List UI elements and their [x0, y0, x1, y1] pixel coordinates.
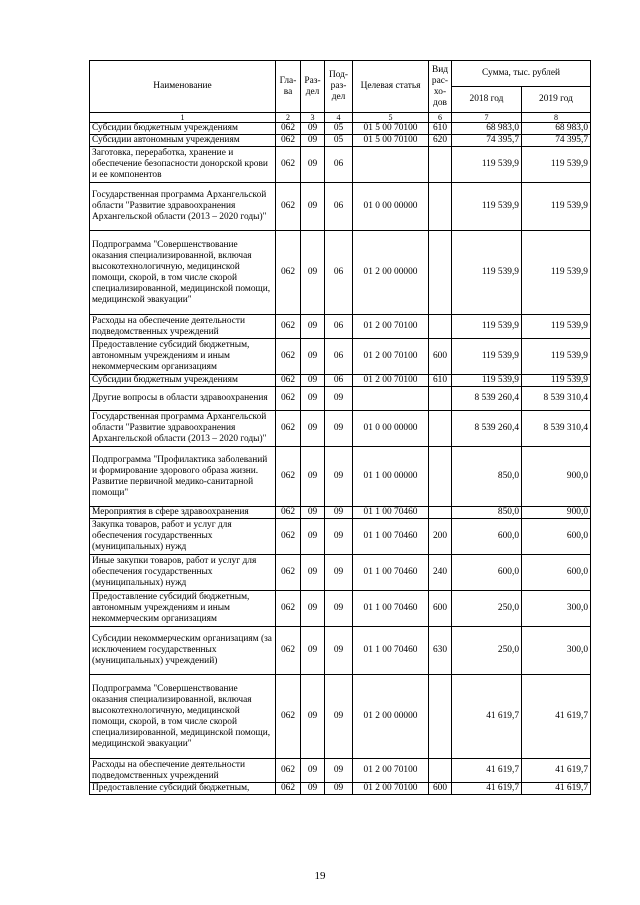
cell-razdel: 09	[301, 411, 325, 447]
cell-target: 01 1 00 70460	[353, 627, 429, 675]
column-numbers-row	[90, 113, 591, 123]
cell-podrazdel: 09	[325, 411, 353, 447]
cell-podrazdel: 09	[325, 519, 353, 555]
cell-vid: 630	[429, 627, 452, 675]
cell-target: 01 1 00 70460	[353, 555, 429, 591]
cell-vid	[429, 447, 452, 507]
cell-2018: 119 539,9	[452, 183, 522, 231]
table-row	[90, 411, 591, 447]
table-row	[90, 555, 591, 591]
table-row	[90, 519, 591, 555]
cell-razdel: 09	[301, 375, 325, 387]
cell-name: Субсидии бюджетным учреждениям	[90, 375, 276, 387]
cell-name: Подпрограмма "Совершенствование оказания специализированной, включая высокотехнологичную, медицинской помощи, скорой, в том числе скорой специализированной, медицинской помощи, медицинской эвакуации"	[90, 231, 276, 315]
cell-2019: 119 539,9	[522, 183, 591, 231]
cell-2018: 850,0	[452, 447, 522, 507]
cell-razdel: 09	[301, 507, 325, 519]
cell-vid	[429, 315, 452, 339]
table-row	[90, 507, 591, 519]
column-number: 1	[90, 113, 276, 123]
cell-2018: 74 395,7	[452, 135, 522, 147]
table-row	[90, 339, 591, 375]
cell-glava: 062	[276, 591, 301, 627]
table-body	[90, 123, 591, 795]
cell-name: Субсидии автономным учреждениям	[90, 135, 276, 147]
cell-2018: 119 539,9	[452, 315, 522, 339]
cell-glava: 062	[276, 555, 301, 591]
cell-2019: 119 539,9	[522, 231, 591, 315]
cell-name: Подпрограмма "Профилактика заболеваний и формирование здорового образа жизни. Развитие первичной медико-санитарной помощи"	[90, 447, 276, 507]
cell-glava: 062	[276, 339, 301, 375]
cell-razdel: 09	[301, 147, 325, 183]
cell-vid: 600	[429, 339, 452, 375]
cell-target: 01 1 00 70460	[353, 591, 429, 627]
cell-vid: 620	[429, 135, 452, 147]
table-row	[90, 315, 591, 339]
cell-target: 01 0 00 00000	[353, 183, 429, 231]
header-podrazdel: Под-раз-дел	[325, 61, 353, 113]
cell-glava: 062	[276, 123, 301, 135]
table-row	[90, 591, 591, 627]
cell-target: 01 2 00 70100	[353, 315, 429, 339]
cell-target: 01 2 00 00000	[353, 231, 429, 315]
cell-2019: 119 539,9	[522, 147, 591, 183]
cell-target: 01 5 00 70100	[353, 123, 429, 135]
cell-vid	[429, 183, 452, 231]
cell-razdel: 09	[301, 231, 325, 315]
table-row	[90, 627, 591, 675]
cell-podrazdel: 06	[325, 147, 353, 183]
cell-podrazdel: 09	[325, 783, 353, 795]
cell-podrazdel: 09	[325, 675, 353, 759]
cell-target: 01 2 00 70100	[353, 783, 429, 795]
cell-vid: 240	[429, 555, 452, 591]
cell-2018: 8 539 260,4	[452, 411, 522, 447]
cell-2019: 8 539 310,4	[522, 387, 591, 411]
table-row	[90, 183, 591, 231]
cell-glava: 062	[276, 507, 301, 519]
cell-2018: 119 539,9	[452, 339, 522, 375]
cell-vid	[429, 675, 452, 759]
header-sum: Сумма, тыс. рублей	[452, 61, 591, 87]
cell-podrazdel: 05	[325, 123, 353, 135]
cell-2019: 74 395,7	[522, 135, 591, 147]
cell-vid	[429, 231, 452, 315]
cell-podrazdel: 06	[325, 183, 353, 231]
cell-2019: 900,0	[522, 507, 591, 519]
cell-podrazdel: 09	[325, 555, 353, 591]
cell-vid: 600	[429, 783, 452, 795]
cell-2019: 600,0	[522, 555, 591, 591]
cell-podrazdel: 09	[325, 591, 353, 627]
cell-podrazdel: 09	[325, 447, 353, 507]
cell-glava: 062	[276, 675, 301, 759]
cell-glava: 062	[276, 375, 301, 387]
cell-2018: 600,0	[452, 555, 522, 591]
cell-2018: 41 619,7	[452, 759, 522, 783]
header-year-2019: 2019 год	[522, 87, 591, 113]
header-year-2018: 2018 год	[452, 87, 522, 113]
cell-razdel: 09	[301, 627, 325, 675]
cell-vid: 600	[429, 591, 452, 627]
cell-name: Заготовка, переработка, хранение и обеспечение безопасности донорской крови и ее компонентов	[90, 147, 276, 183]
cell-name: Государственная программа Архангельской области "Развитие здравоохранения Архангельской области (2013 – 2020 годы)"	[90, 183, 276, 231]
table-row	[90, 675, 591, 759]
cell-2019: 900,0	[522, 447, 591, 507]
cell-2019: 300,0	[522, 627, 591, 675]
cell-glava: 062	[276, 183, 301, 231]
cell-vid	[429, 507, 452, 519]
cell-2019: 300,0	[522, 591, 591, 627]
table-row	[90, 447, 591, 507]
cell-target: 01 0 00 00000	[353, 411, 429, 447]
cell-podrazdel: 09	[325, 507, 353, 519]
cell-target: 01 2 00 00000	[353, 675, 429, 759]
cell-2019: 600,0	[522, 519, 591, 555]
cell-podrazdel: 09	[325, 387, 353, 411]
column-number: 7	[452, 113, 522, 123]
cell-name: Субсидии некоммерческим организациям (за исключением государственных (муниципальных) учреждений)	[90, 627, 276, 675]
cell-2019: 119 539,9	[522, 375, 591, 387]
column-number: 6	[429, 113, 452, 123]
cell-target: 01 5 00 70100	[353, 135, 429, 147]
cell-2019: 41 619,7	[522, 759, 591, 783]
cell-name: Субсидии бюджетным учреждениям	[90, 123, 276, 135]
table-row	[90, 783, 591, 795]
cell-target: 01 2 00 70100	[353, 339, 429, 375]
cell-name: Предоставление субсидий бюджетным, автономным учреждениям и иным некоммерческим организациям	[90, 591, 276, 627]
cell-target	[353, 147, 429, 183]
cell-2018: 850,0	[452, 507, 522, 519]
cell-target: 01 1 00 00000	[353, 447, 429, 507]
cell-2019: 119 539,9	[522, 315, 591, 339]
column-number: 5	[353, 113, 429, 123]
table-row	[90, 231, 591, 315]
cell-razdel: 09	[301, 135, 325, 147]
cell-glava: 062	[276, 411, 301, 447]
header-razdel: Раз-дел	[301, 61, 325, 113]
cell-glava: 062	[276, 315, 301, 339]
cell-vid	[429, 147, 452, 183]
header-name: Наименование	[90, 61, 276, 113]
cell-podrazdel: 06	[325, 315, 353, 339]
cell-glava: 062	[276, 627, 301, 675]
cell-2018: 250,0	[452, 591, 522, 627]
cell-glava: 062	[276, 147, 301, 183]
cell-podrazdel: 06	[325, 231, 353, 315]
cell-name: Расходы на обеспечение деятельности подведомственных учреждений	[90, 759, 276, 783]
cell-vid: 610	[429, 375, 452, 387]
cell-2019: 8 539 310,4	[522, 411, 591, 447]
cell-razdel: 09	[301, 447, 325, 507]
column-number: 2	[276, 113, 301, 123]
cell-razdel: 09	[301, 783, 325, 795]
cell-podrazdel: 06	[325, 375, 353, 387]
column-number: 8	[522, 113, 591, 123]
cell-glava: 062	[276, 231, 301, 315]
header-target: Целевая статья	[353, 61, 429, 113]
budget-table	[89, 60, 591, 795]
cell-razdel: 09	[301, 675, 325, 759]
cell-vid: 200	[429, 519, 452, 555]
cell-glava: 062	[276, 447, 301, 507]
cell-2018: 41 619,7	[452, 675, 522, 759]
cell-2018: 68 983,0	[452, 123, 522, 135]
table-row	[90, 123, 591, 135]
cell-razdel: 09	[301, 519, 325, 555]
cell-vid	[429, 759, 452, 783]
cell-2018: 119 539,9	[452, 147, 522, 183]
cell-vid	[429, 387, 452, 411]
cell-razdel: 09	[301, 339, 325, 375]
header-vid: Вид рас-хо-дов	[429, 61, 452, 113]
cell-vid: 610	[429, 123, 452, 135]
cell-vid	[429, 411, 452, 447]
cell-2018: 41 619,7	[452, 783, 522, 795]
cell-target: 01 2 00 70100	[353, 759, 429, 783]
cell-razdel: 09	[301, 123, 325, 135]
column-number: 4	[325, 113, 353, 123]
table-row	[90, 135, 591, 147]
cell-2019: 119 539,9	[522, 339, 591, 375]
cell-glava: 062	[276, 135, 301, 147]
cell-target: 01 1 00 70460	[353, 507, 429, 519]
cell-razdel: 09	[301, 315, 325, 339]
table-row	[90, 759, 591, 783]
cell-podrazdel: 09	[325, 627, 353, 675]
cell-2018: 119 539,9	[452, 231, 522, 315]
cell-razdel: 09	[301, 387, 325, 411]
cell-2018: 8 539 260,4	[452, 387, 522, 411]
cell-name: Подпрограмма "Совершенствование оказания специализированной, включая высокотехнологичную, медицинской помощи, скорой, в том числе скорой специализированной, медицинской помощи, медицинской эвакуации"	[90, 675, 276, 759]
cell-name: Закупка товаров, работ и услуг для обеспечения государственных (муниципальных) нужд	[90, 519, 276, 555]
cell-razdel: 09	[301, 555, 325, 591]
cell-target: 01 2 00 70100	[353, 375, 429, 387]
cell-name: Государственная программа Архангельской области "Развитие здравоохранения Архангельской области (2013 – 2020 годы)"	[90, 411, 276, 447]
cell-2019: 68 983,0	[522, 123, 591, 135]
cell-podrazdel: 05	[325, 135, 353, 147]
header-glava: Гла-ва	[276, 61, 301, 113]
cell-name: Предоставление субсидий бюджетным,	[90, 783, 276, 795]
cell-name: Мероприятия в сфере здравоохранения	[90, 507, 276, 519]
cell-name: Другие вопросы в области здравоохранения	[90, 387, 276, 411]
cell-2018: 250,0	[452, 627, 522, 675]
table-row	[90, 147, 591, 183]
cell-target: 01 1 00 70460	[353, 519, 429, 555]
cell-glava: 062	[276, 783, 301, 795]
cell-glava: 062	[276, 759, 301, 783]
cell-2018: 119 539,9	[452, 375, 522, 387]
cell-glava: 062	[276, 387, 301, 411]
cell-name: Расходы на обеспечение деятельности подведомственных учреждений	[90, 315, 276, 339]
column-number: 3	[301, 113, 325, 123]
cell-podrazdel: 09	[325, 759, 353, 783]
cell-2019: 41 619,7	[522, 783, 591, 795]
table-row	[90, 375, 591, 387]
page-number: 19	[314, 870, 326, 882]
cell-razdel: 09	[301, 759, 325, 783]
cell-podrazdel: 06	[325, 339, 353, 375]
cell-razdel: 09	[301, 591, 325, 627]
cell-razdel: 09	[301, 183, 325, 231]
cell-target	[353, 387, 429, 411]
cell-2018: 600,0	[452, 519, 522, 555]
cell-name: Иные закупки товаров, работ и услуг для обеспечения государственных (муниципальных) нужд	[90, 555, 276, 591]
cell-name: Предоставление субсидий бюджетным, автономным учреждениям и иным некоммерческим организациям	[90, 339, 276, 375]
table-row	[90, 387, 591, 411]
cell-2019: 41 619,7	[522, 675, 591, 759]
cell-glava: 062	[276, 519, 301, 555]
